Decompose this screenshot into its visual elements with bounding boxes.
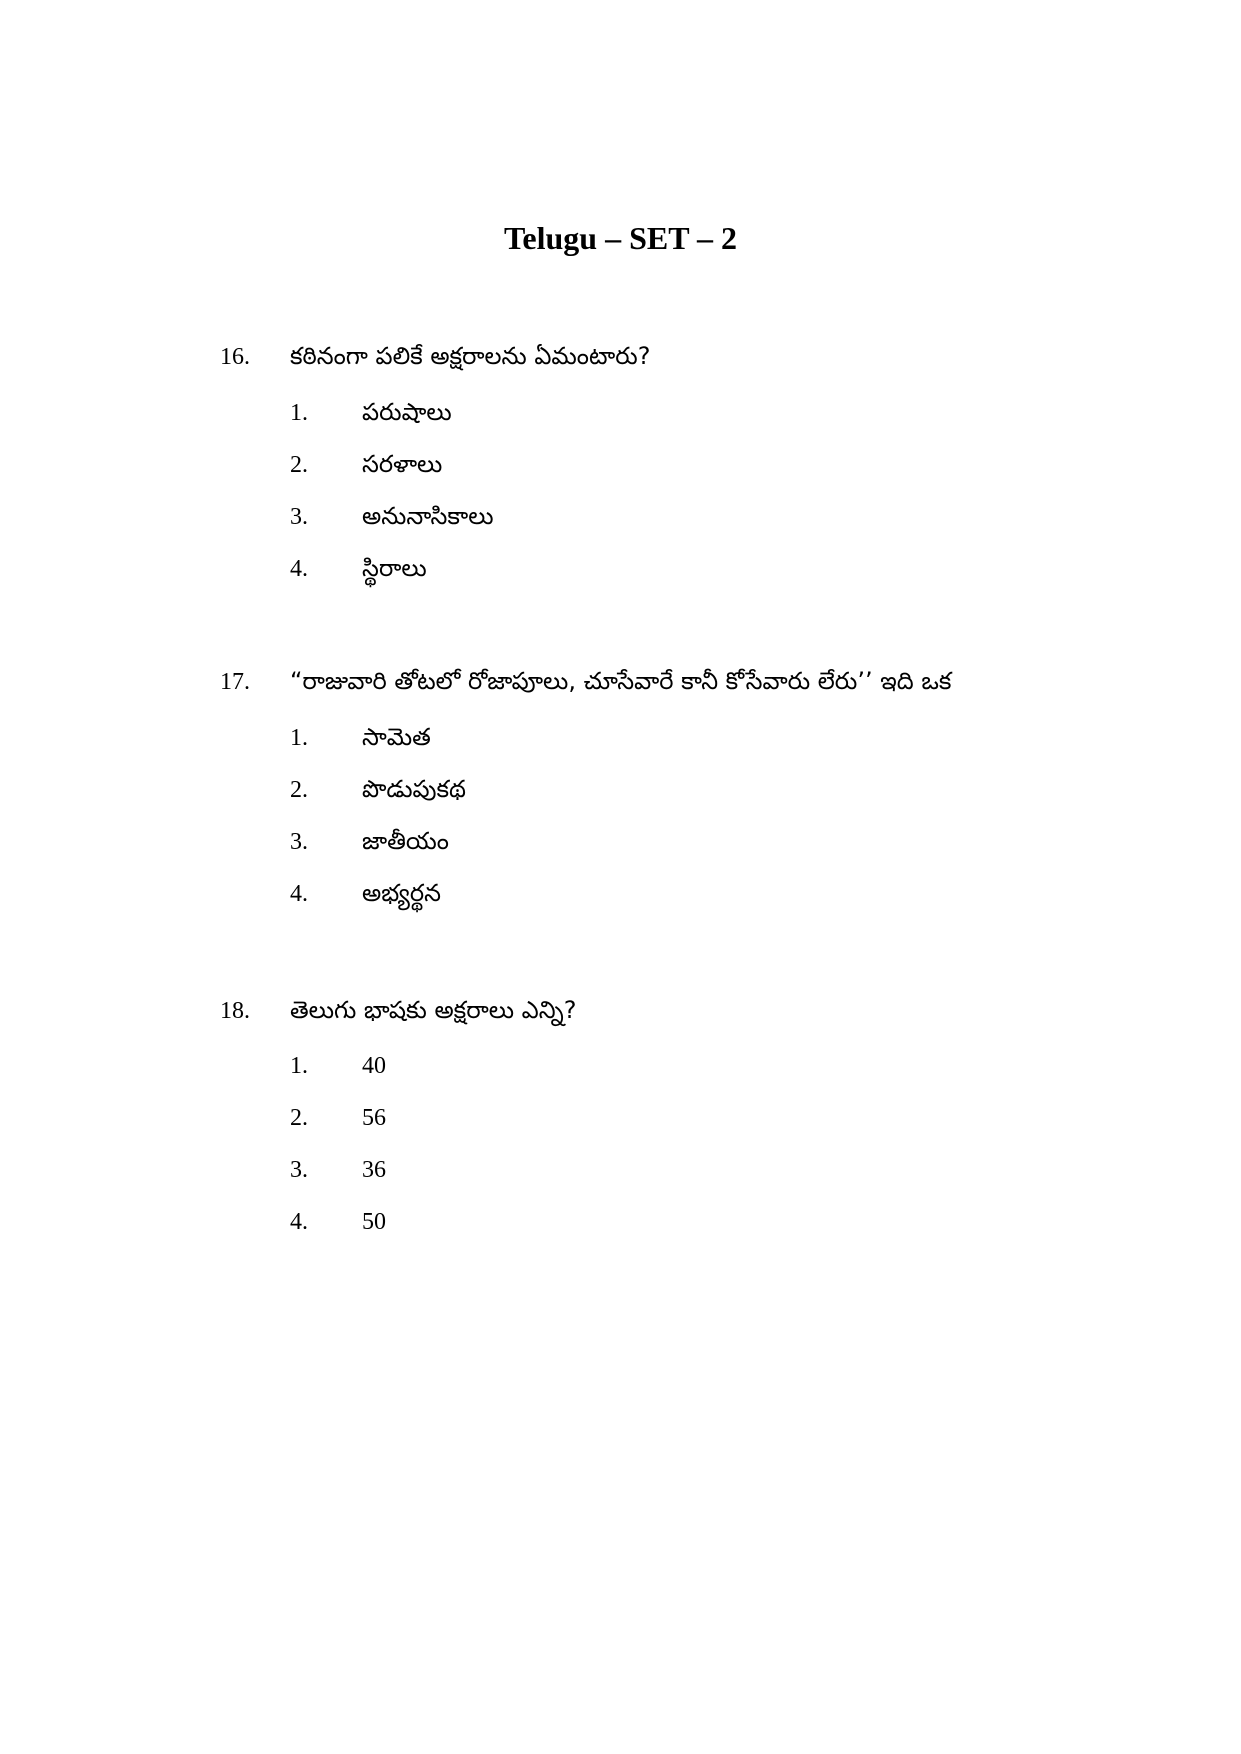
- question-stem: [220, 661, 1120, 701]
- option-text: సామెత: [362, 723, 431, 751]
- question-16: [220, 336, 1120, 600]
- question-number: 18.: [220, 998, 250, 1024]
- option-text: 36: [362, 1157, 386, 1183]
- option-1: [290, 717, 1120, 769]
- option-text: 50: [362, 1209, 386, 1235]
- option-1: [290, 1046, 1120, 1098]
- option-text: అనునాసికాలు: [362, 502, 494, 530]
- option-text: పరుషాలు: [362, 398, 452, 426]
- option-4: [290, 873, 1120, 925]
- option-text: జాతీయం: [362, 827, 449, 855]
- option-number: 4.: [290, 556, 308, 582]
- question-text: “రాజువారి తోటలో రోజాపూలు, చూసేవారే కానీ కోసేవారు లేరు’’ ఇది ఒక: [290, 667, 952, 695]
- option-number: 1.: [290, 725, 308, 751]
- option-list: [220, 717, 1120, 925]
- option-2: [290, 769, 1120, 821]
- question-number: 17.: [220, 669, 250, 695]
- question-18: [220, 990, 1120, 1254]
- option-list: [220, 392, 1120, 600]
- option-list: [220, 1046, 1120, 1254]
- question-number: 16.: [220, 344, 250, 370]
- question-text: కఠినంగా పలికే అక్షరాలను ఏమంటారు?: [290, 342, 651, 370]
- option-text: అభ్యర్థన: [362, 879, 442, 907]
- option-2: [290, 1098, 1120, 1150]
- option-4: [290, 548, 1120, 600]
- option-3: [290, 821, 1120, 873]
- question-17: [220, 661, 1120, 925]
- option-number: 1.: [290, 1053, 308, 1079]
- option-number: 2.: [290, 1105, 308, 1131]
- option-2: [290, 444, 1120, 496]
- question-stem: [220, 990, 1120, 1030]
- option-number: 1.: [290, 400, 308, 426]
- option-4: [290, 1202, 1120, 1254]
- option-number: 2.: [290, 777, 308, 803]
- option-number: 3.: [290, 829, 308, 855]
- option-text: 56: [362, 1105, 386, 1131]
- option-3: [290, 1150, 1120, 1202]
- option-number: 3.: [290, 504, 308, 530]
- option-3: [290, 496, 1120, 548]
- option-number: 4.: [290, 881, 308, 907]
- question-stem: [220, 336, 1120, 376]
- option-number: 2.: [290, 452, 308, 478]
- option-text: సరళాలు: [362, 450, 443, 478]
- option-text: స్థిరాలు: [362, 554, 427, 582]
- page-title: Telugu – SET – 2: [504, 220, 737, 256]
- option-number: 4.: [290, 1209, 308, 1235]
- option-1: [290, 392, 1120, 444]
- option-number: 3.: [290, 1157, 308, 1183]
- option-text: 40: [362, 1053, 386, 1079]
- option-text: పొడుపుకథ: [362, 775, 466, 803]
- question-text: తెలుగు భాషకు అక్షరాలు ఎన్ని?: [290, 996, 577, 1024]
